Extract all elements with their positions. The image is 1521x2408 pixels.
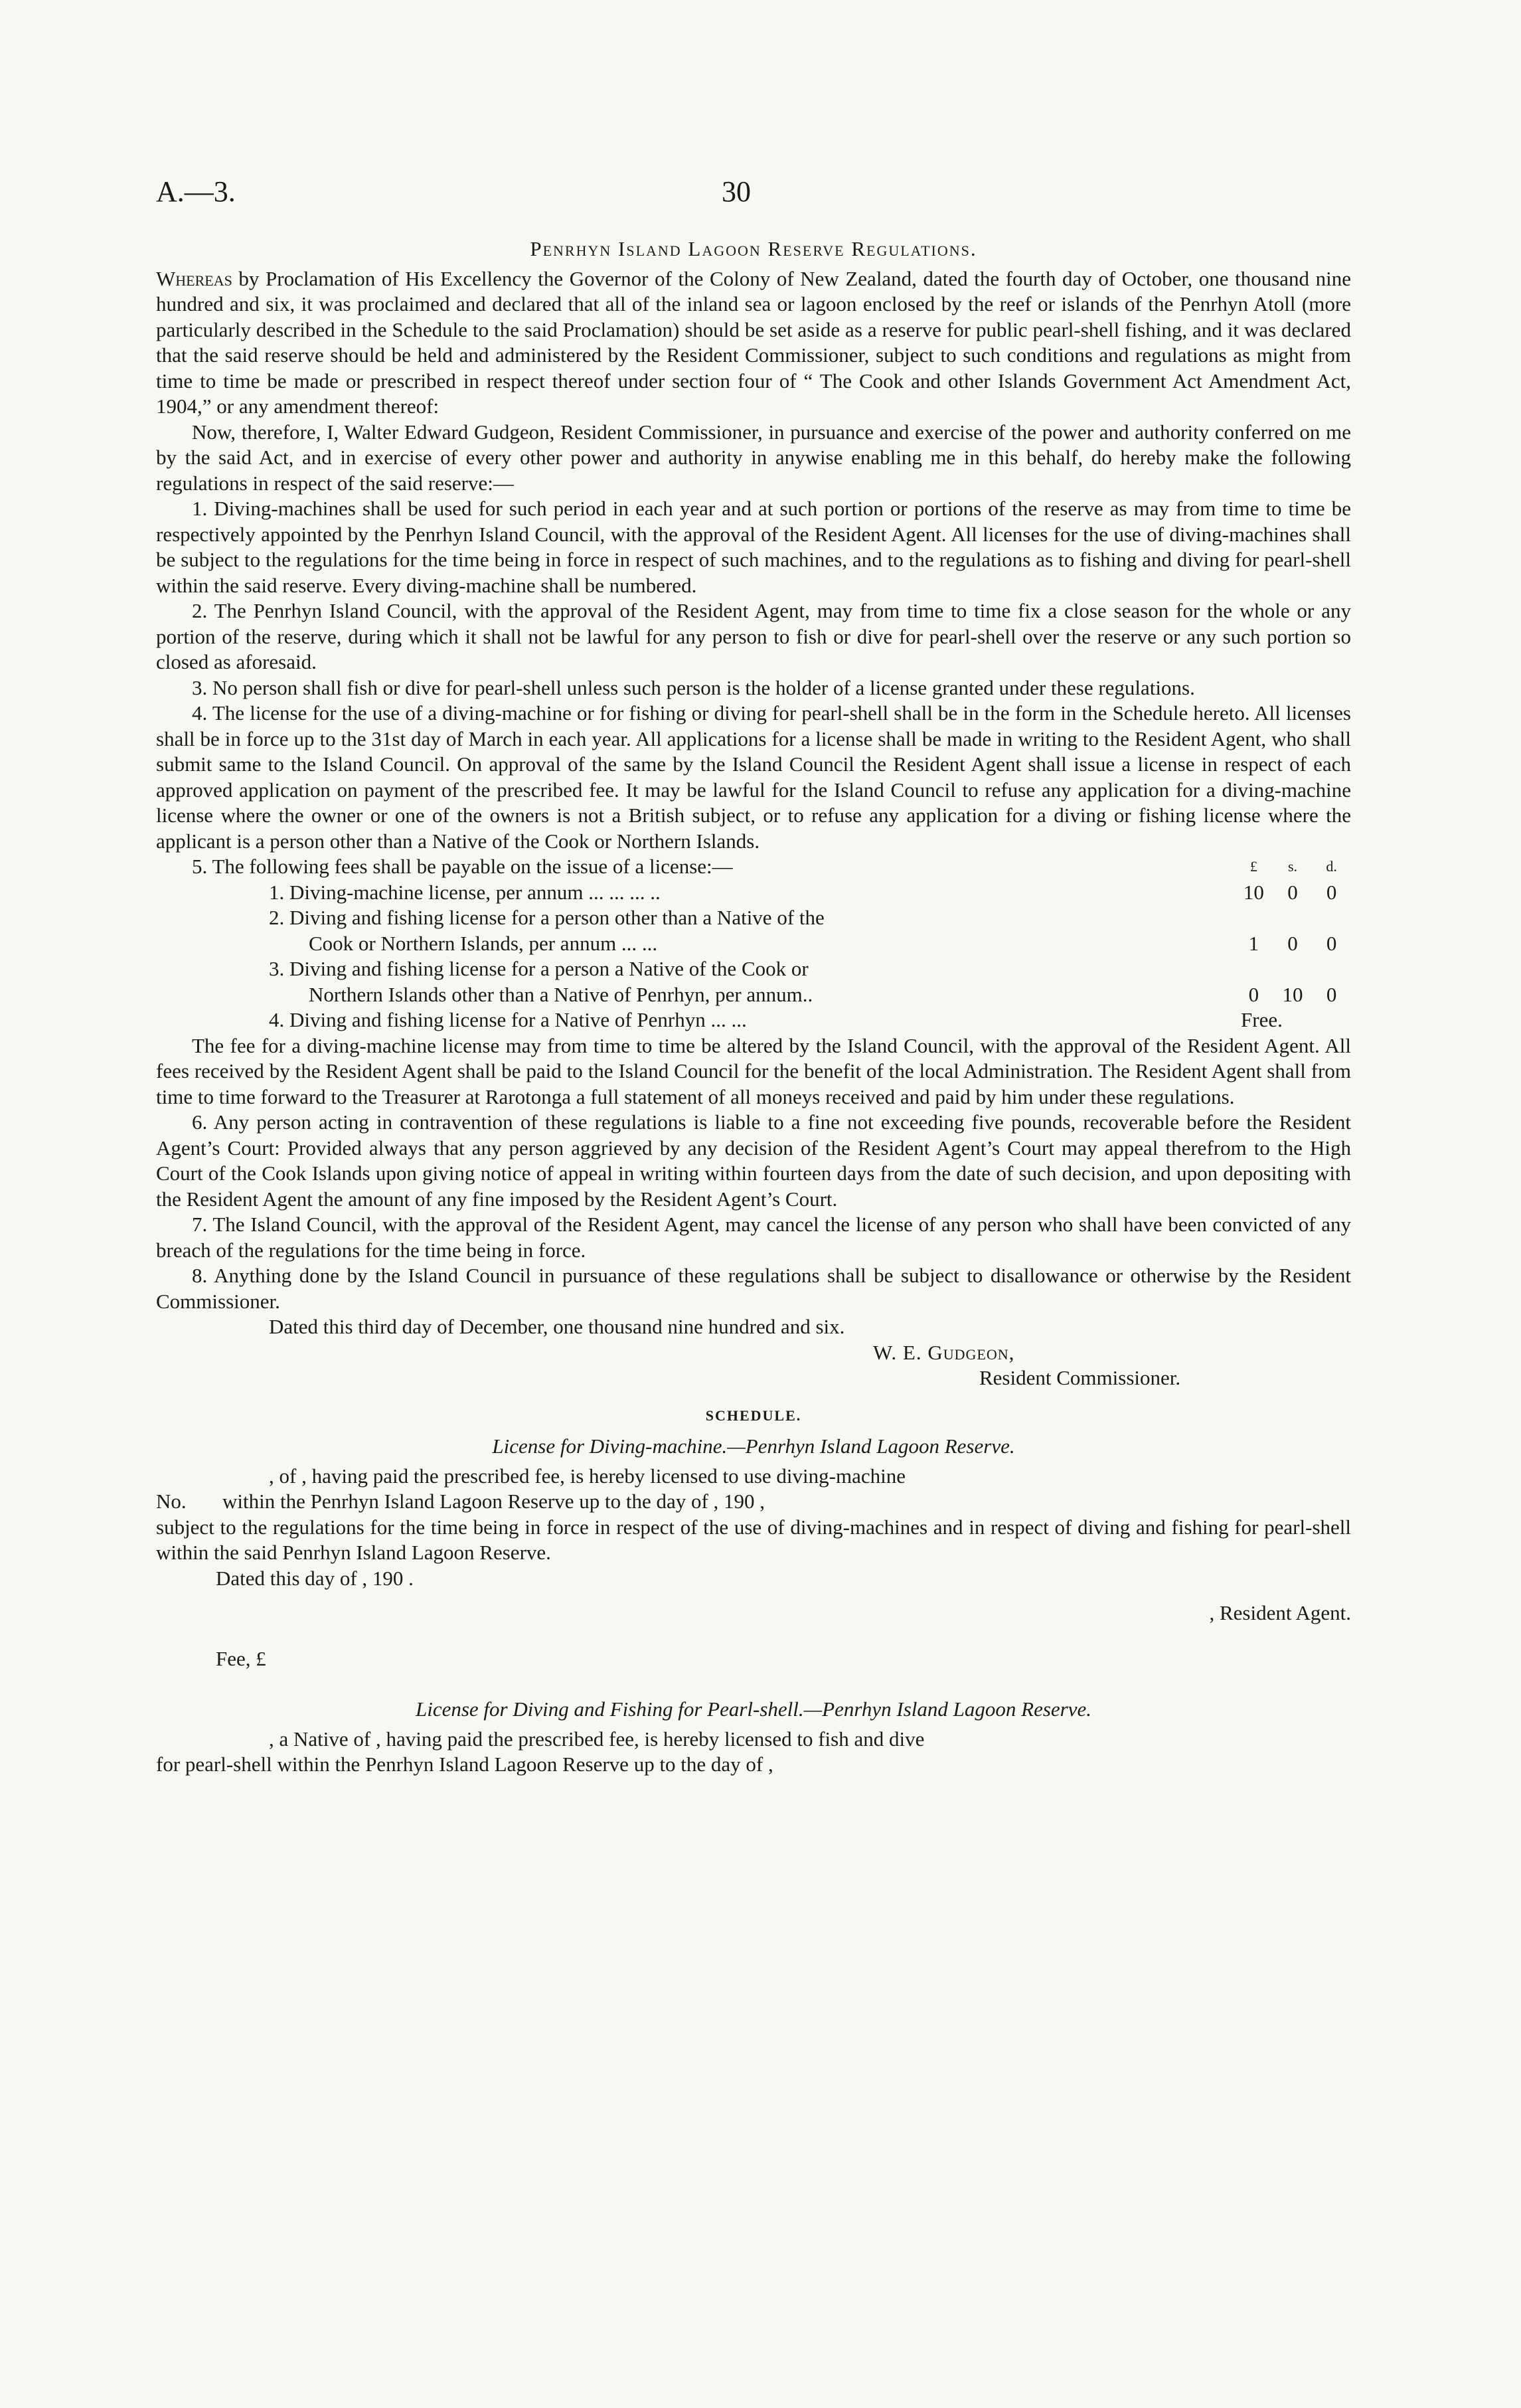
preamble-whereas (156, 266, 1351, 420)
fee-pence: 0 (1326, 982, 1337, 1006)
regulation-4: 4. The license for the use of a diving-machine or for fishing or diving for pearl-shell shall be in the form in the Schedule hereto. All licenses shall be in force up to the 31st day of March in each year. All applications for a license shall be made in writing to the Resident Agent, who shall submit same to the Island Council. On approval of the same by the Island Council the Resident Agent shall issue a license in respect of each approved application on payment of the prescribed fee. It may be lawful for the Island Council to refuse any application for a diving-machine license where the owner or one of the owners is not a British subject, or to refuse any application for a diving or fishing license where the applicant is a person other than a Native of the Cook or Northern Islands. (156, 701, 1351, 853)
form1-line2-text: within the Penrhyn Island Lagoon Reserve up to the day of , 190 , (222, 1490, 765, 1513)
page-header (156, 175, 1351, 211)
fee-desc: 3. Diving and fishing license for a person a Native of the Cook or (269, 957, 809, 980)
regulation-8: 8. Anything done by the Island Council in pursuance of these regulations shall be subject to disallowance or otherwise by the Resident Commissioner. (156, 1264, 1351, 1313)
regulation-5-intro (156, 854, 1351, 880)
fee-desc-cont: Northern Islands other than a Native of Penrhyn, per annum.. (309, 982, 813, 1006)
signatory-name: W. E. Gudgeon, (873, 1340, 1015, 1364)
fee-pounds: 1 (1248, 931, 1259, 955)
fee-desc-cont: Cook or Northern Islands, per annum ... ... (309, 931, 658, 955)
fee-row (156, 1007, 1351, 1033)
whereas-word: Whereas (156, 266, 232, 290)
col-pounds: £ (1249, 858, 1257, 875)
form1-line2 (156, 1489, 1351, 1515)
whereas-text: by Proclamation of His Excellency the Governor of the Colony of New Zealand, dated the fourth day of October, one thousand nine hundred and six, it was proclaimed and declared that all of the inland sea or lagoon enclosed by the reef or islands of the Penrhyn Atoll (more particularly described in the Schedule to the said Proclamation) should be set aside as a reserve for public pearl-shell fishing, and it was declared that the said reserve should be held and administered by the Resident Commissioner, subject to such conditions and regulations as might from time to time be made or prescribed in respect thereof under section four of “ The Cook and other Islands Government Act Amendment Act, 1904,” or any amendment thereof: (156, 266, 1351, 418)
form1-dated: Dated this day of , 190 . (216, 1566, 414, 1590)
fee-shillings: 0 (1287, 880, 1298, 904)
form1-resident-agent: , Resident Agent. (1209, 1601, 1351, 1624)
regulation-2: 2. The Penrhyn Island Council, with the approval of the Resident Agent, may from time to time fix a close season for the whole or any portion of the reserve, during which it shall not be lawful for any person to fish or dive for pearl-shell over the reserve or any such portion so closed as aforesaid. (156, 599, 1351, 673)
document-page (156, 175, 1351, 1778)
form1-line1: , of , having paid the prescribed fee, is hereby licensed to use diving-machine (269, 1464, 906, 1488)
fee-shillings: 0 (1287, 931, 1298, 955)
dated-line: Dated this third day of December, one thousand nine hundred and six. (269, 1315, 845, 1338)
form1-title: License for Diving-machine.—Penrhyn Island Lagoon Reserve. (492, 1434, 1015, 1458)
signatory-title: Resident Commissioner. (979, 1366, 1181, 1389)
regulation-6: 6. Any person acting in contravention of these regulations is liable to a fine not exceeding five pounds, recoverable before the Resident Agent’s Court: Provided always that any person aggrieved by any decision of the Resident Agent’s Court may appeal therefrom to the High Court of the Cook Islands upon giving notice of appeal in writing within fourteen days from the date of such decision, and upon depositing with the Resident Agent the amount of any fine imposed by the Resident Agent’s Court. (156, 1110, 1351, 1211)
form1-fee: Fee, £ (216, 1646, 266, 1670)
form1-no-label: No. (156, 1490, 187, 1513)
col-pence: d. (1326, 858, 1337, 875)
form1-conditions: subject to the regulations for the time being in force in respect of the use of diving-machines and in respect of diving and fishing for pearl-shell within the said Penrhyn Island Lagoon Reserve. (156, 1515, 1351, 1564)
fee-pence: 0 (1326, 880, 1337, 904)
fee-desc: 2. Diving and fishing license for a person other than a Native of the (269, 906, 825, 929)
form2-line1: , a Native of , having paid the prescribed fee, is hereby licensed to fish and dive (269, 1727, 925, 1751)
fee-row (156, 880, 1351, 906)
schedule-heading: SCHEDULE. (705, 1407, 802, 1424)
fee-row (156, 905, 1351, 956)
fee-free: Free. (1241, 1008, 1283, 1031)
fee-pounds: 0 (1248, 982, 1259, 1006)
form2-line2: for pearl-shell within the Penrhyn Island Lagoon Reserve up to the day of , (156, 1753, 773, 1776)
form2-title: License for Diving and Fishing for Pearl-shell.—Penrhyn Island Lagoon Reserve. (415, 1697, 1091, 1721)
fees-intro-text: 5. The following fees shall be payable on the issue of a license:— (192, 855, 733, 878)
fee-desc: 4. Diving and fishing license for a Native of Penrhyn ... ... (269, 1008, 747, 1031)
page-number: 30 (722, 175, 751, 208)
col-shillings: s. (1287, 858, 1298, 875)
fee-desc: 1. Diving-machine license, per annum ... ... ... .. (269, 880, 661, 904)
fee-row (156, 956, 1351, 1007)
regulation-1: 1. Diving-machines shall be used for such period in each year and at such portion or portions of the reserve as may from time to time be respectively appointed by the Penrhyn Island Council, with the approval of the Resident Agent. All licenses for the use of diving-machines shall be subject to the regulations for the time being in force in respect of such machines, and to the regulations as to fishing and diving for pearl-shell within the said reserve. Every diving-machine shall be numbered. (156, 497, 1351, 597)
fee-pounds: 10 (1243, 880, 1264, 904)
fee-pence: 0 (1326, 931, 1337, 955)
fee-shillings: 10 (1282, 982, 1303, 1006)
page-reference: A.—3. (156, 175, 236, 208)
fee-column-headers (1234, 854, 1351, 880)
signature-block (873, 1340, 1351, 1391)
document-title: Penrhyn Island Lagoon Reserve Regulations. (530, 237, 977, 260)
regulation-3: 3. No person shall fish or dive for pearl-shell unless such person is the holder of a license granted under these regulations. (192, 675, 1195, 699)
regulation-5-after: The fee for a diving-machine license may from time to time be altered by the Island Council, with the approval of the Resident Agent. All fees received by the Resident Agent shall be paid to the Island Council for the benefit of the local Administration. The Resident Agent shall from time to time forward to the Treasurer at Rarotonga a full statement of all moneys received and paid by him under these regulations. (156, 1033, 1351, 1108)
preamble-now-therefore: Now, therefore, I, Walter Edward Gudgeon, Resident Commissioner, in pursuance and exercise of the power and authority conferred on me by the said Act, and in exercise of every other power and authority in anywise enabling me in this behalf, do hereby make the following regulations in respect of the said reserve:— (156, 420, 1351, 495)
regulation-7: 7. The Island Council, with the approval of the Resident Agent, may cancel the license of any person who shall have been convicted of any breach of the regulations for the time being in force. (156, 1213, 1351, 1262)
